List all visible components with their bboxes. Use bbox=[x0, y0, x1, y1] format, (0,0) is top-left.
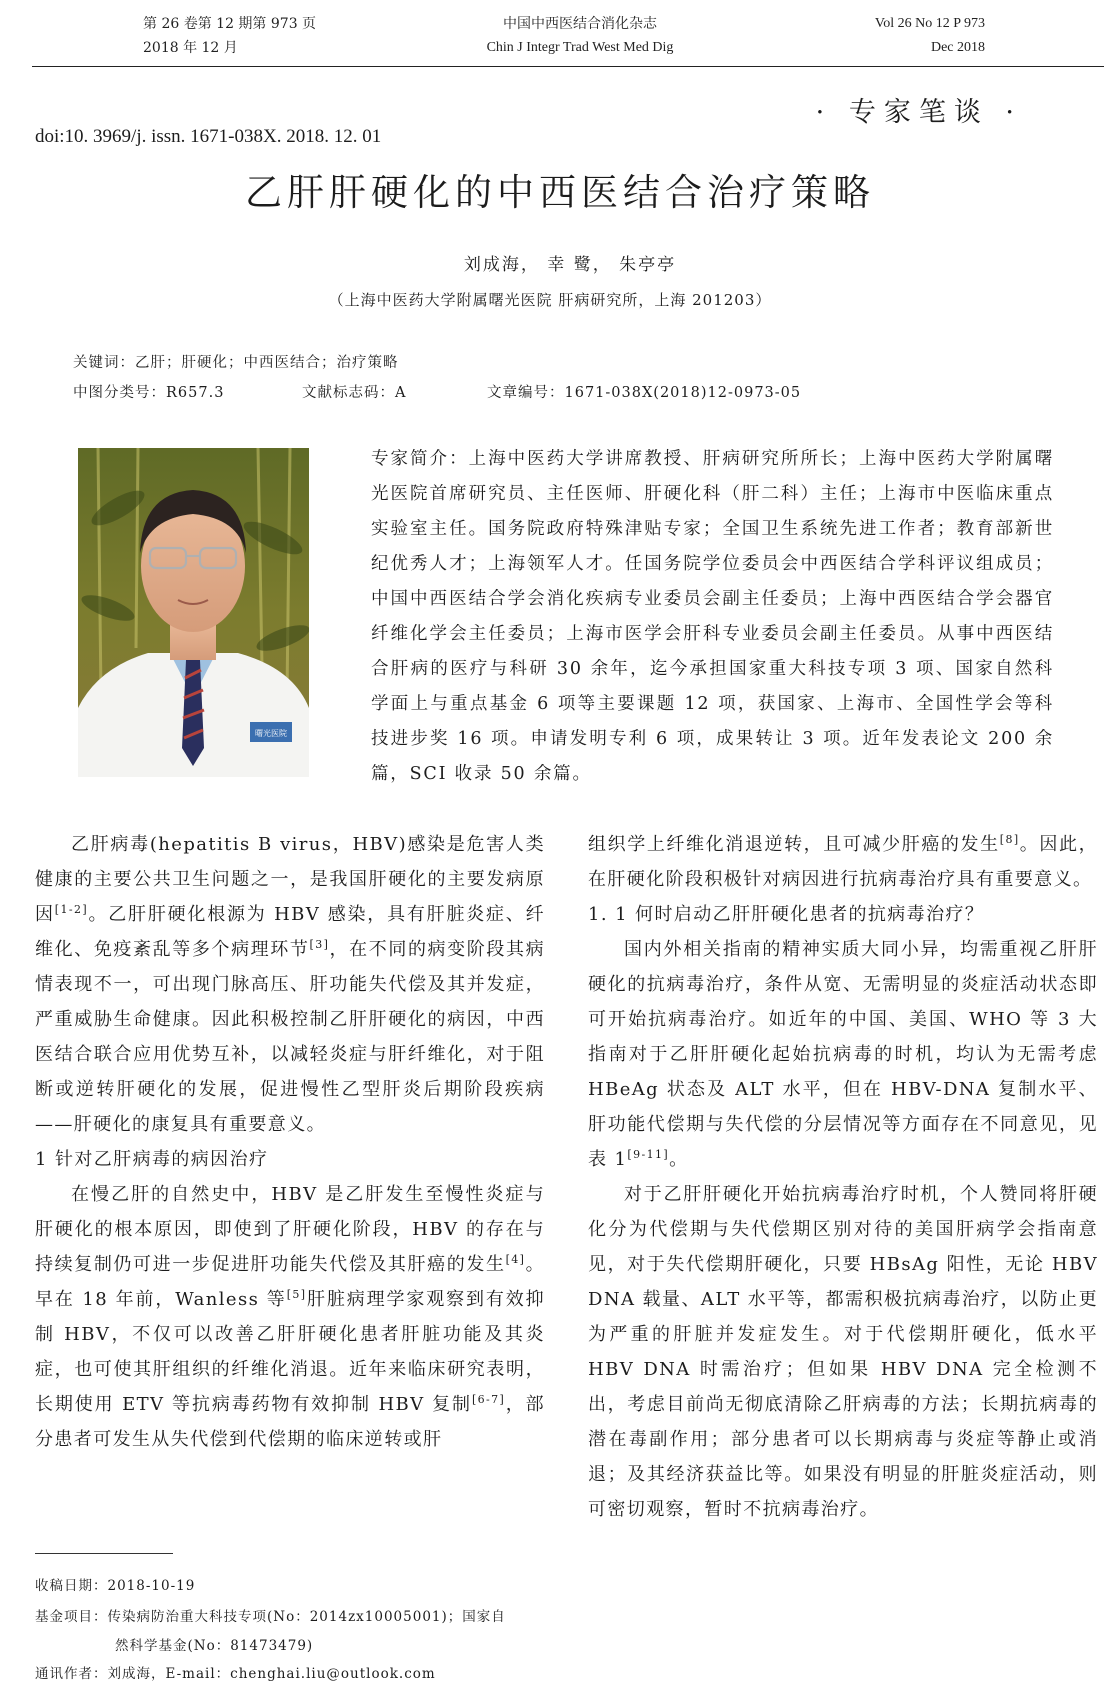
affiliation: （上海中医药大学附属曙光医院 肝病研究所，上海 201203） bbox=[328, 291, 772, 309]
volume-issue-page-en: Vol 26 No 12 P 973 bbox=[874, 16, 985, 31]
article-number: 文章编号：1671-038X(2018)12-0973-05 bbox=[487, 385, 802, 401]
clc-number: 中图分类号：R657.3 bbox=[73, 385, 225, 401]
keywords: 关键词：乙肝；肝硬化；中西医结合；治疗策略 bbox=[73, 355, 399, 371]
fund-line-2: 然科学基金(No：81473479) bbox=[115, 1638, 314, 1654]
paragraph: 对于乙肝肝硬化开始抗病毒治疗时机，个人赞同将肝硬化分为代偿期与失代偿期区别对待的美国肝病学会指南意见，对于失代偿期肝硬化，只要 HBsAg 阳性，无论 HBV DNA 载量、ALT 水平等，都需积极抗病毒治疗，以防止更为严重的肝脏并发症发生。对于代偿期肝硬化，低水平 HBV DNA 时需治疗；但如果 HBV DNA 完全检测不出，考虑目前尚无彻底清除乙肝病毒的方法；长期抗病毒的潜在毒副作用；部分患者可以长期病毒与炎症等静止或消退；及其经济获益比等。如果没有明显的肝脏炎症活动，则可密切观察，暂时不抗病毒治疗。 bbox=[588, 1184, 1098, 1520]
paragraph: 乙肝病毒(hepatitis B virus，HBV)感染是危害人类健康的主要公共卫生问题之一，是我国肝硬化的主要发病原因[1-2]。乙肝肝硬化根源为 HBV 感染，具有肝脏炎症、纤维化、免疫紊乱等多个病理环节[3]，在不同的病变阶段其病情表现不一，可出现门脉高压、肝功能失代偿及其并发症，严重威胁生命健康。因此积极控制乙肝肝硬化的病因，中西医结合联合应用优势互补，以减轻炎症与肝纤维化，对于阻断或逆转肝硬化的发展，促进慢性乙型肝炎后期阶段疾病——肝硬化的康复具有重要意义。 bbox=[35, 834, 545, 1135]
doi: doi:10. 3969/j. issn. 1671-038X. 2018. 12. 01 bbox=[35, 126, 382, 147]
footnote-rule bbox=[35, 1553, 173, 1554]
body-left-column bbox=[35, 827, 545, 1457]
citation-ref: [4] bbox=[505, 1253, 526, 1266]
citation-ref: [3] bbox=[309, 938, 330, 951]
received-date: 收稿日期：2018-10-19 bbox=[35, 1578, 196, 1594]
paragraph: 组织学上纤维化消退逆转，且可减少肝癌的发生[8]。因此，在肝硬化阶段积极针对病因进行抗病毒治疗具有重要意义。 bbox=[588, 833, 1098, 890]
date-en: Dec 2018 bbox=[930, 40, 985, 55]
fund-line-1: 基金项目：传染病防治重大科技专项(No：2014zx10005001)；国家自 bbox=[35, 1609, 506, 1625]
header-rule bbox=[32, 66, 1104, 67]
volume-issue-page-cn: 第 26 卷第 12 期第 973 页 bbox=[143, 16, 317, 32]
journal-name-en: Chin J Integr Trad West Med Dig bbox=[486, 40, 674, 55]
journal-header-left bbox=[143, 12, 316, 60]
citation-ref: [1-2] bbox=[54, 903, 89, 916]
body-right-column bbox=[588, 827, 1098, 1527]
name-badge-text: 曙光医院 bbox=[255, 729, 287, 738]
paragraph: 在慢乙肝的自然史中，HBV 是乙肝发生至慢性炎症与肝硬化的根本原因，即使到了肝硬化阶段，HBV 的存在与持续复制仍可进一步促进肝功能失代偿及其肝癌的发生[4]。早在 18 年前，Wanless 等[5]肝脏病理学家观察到有效抑制 HBV，不仅可以改善乙肝肝硬化患者肝脏功能及其炎症，也可使其肝组织的纤维化消退。近年来临床研究表明，长期使用 ETV 等抗病毒药物有效抑制 HBV 复制[6-7]，部分患者可发生从失代偿到代偿期的临床逆转或肝 bbox=[35, 1184, 545, 1450]
document-code: 文献标志码：A bbox=[302, 385, 407, 401]
authors: 刘成海， 幸 鹭， 朱亭亭 bbox=[463, 255, 677, 275]
citation-ref: [5] bbox=[286, 1288, 307, 1301]
paragraph: 国内外相关指南的精神实质大同小异，均需重视乙肝肝硬化的抗病毒治疗，条件从宽、无需明显的炎症活动状态即可开始抗病毒治疗。如近年的中国、美国、WHO 等 3 大指南对于乙肝肝硬化起始抗病毒的时机，均认为无需考虑 HBeAg 状态及 ALT 水平，但在 HBV-DNA 复制水平、肝功能代偿期与失代偿的分层情况等方面存在不同意见，见表 1[9-11]。 bbox=[588, 939, 1098, 1170]
article-title: 乙肝肝硬化的中西医结合治疗策略 bbox=[245, 171, 875, 214]
journal-name-cn: 中国中西医结合消化杂志 bbox=[503, 16, 657, 32]
corresponding-author: 通讯作者：刘成海，E-mail：chenghai.liu@outlook.com bbox=[35, 1666, 436, 1682]
date-cn: 2018 年 12 月 bbox=[143, 40, 238, 56]
author-portrait-photo bbox=[78, 448, 309, 777]
section-heading: 1 针对乙肝病毒的病因治疗 bbox=[35, 1149, 269, 1170]
subsection-heading: 1. 1 何时启动乙肝肝硬化患者的抗病毒治疗？ bbox=[588, 904, 985, 925]
citation-ref: [8] bbox=[999, 833, 1020, 846]
expert-bio bbox=[323, 442, 1054, 792]
fund-info bbox=[35, 1603, 555, 1661]
journal-header-center bbox=[380, 12, 780, 60]
citation-ref: [9-11] bbox=[627, 1148, 670, 1161]
citation-ref: [6-7] bbox=[471, 1393, 506, 1406]
journal-header-right bbox=[820, 12, 985, 60]
column-tag: · 专家笔谈 · bbox=[815, 97, 1022, 128]
expert-bio-text: 专家简介：上海中医药大学讲席教授、肝病研究所所长；上海中医药大学附属曙光医院首席研究员、主任医师、肝硬化科（肝二科）主任；上海市中医临床重点实验室主任。国务院政府特殊津贴专家；全国卫生系统先进工作者；教育部新世纪优秀人才；上海领军人才。任国务院学位委员会中西医结合学科评议组成员；中国中西医结合学会消化疾病专业委员会副主任委员；上海中西医结合学会器官纤维化学会主任委员；上海市医学会肝科专业委员会副主任委员。从事中西医结合肝病的医疗与科研 30 余年，迄今承担国家重大科技专项 3 项、国家自然科学面上与重点基金 6 项等主要课题 12 项，获国家、上海市、全国性学会等科技进步奖 16 项。申请发明专利 6 项，成果转让 3 项。近年发表论文 200 余篇，SCI 收录 50 余篇。 bbox=[371, 449, 1054, 784]
